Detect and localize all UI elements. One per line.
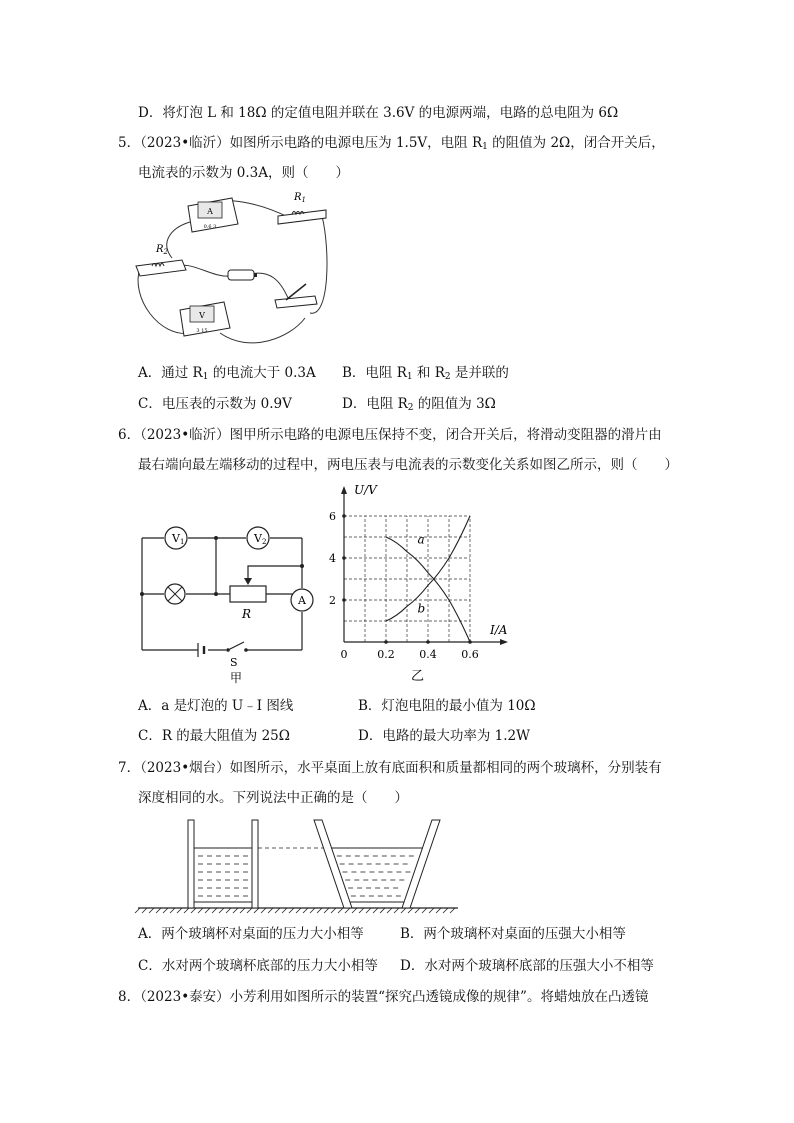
q5-option-a: A．通过 $R_1$ 的电流大于 0.3A	[138, 365, 316, 382]
q5-stem-line2: 电流表的示数为 0.3A，则（ ）	[138, 165, 350, 181]
series-label-b: b	[417, 601, 426, 616]
y-axis-arrow	[341, 486, 347, 494]
r1-resistor	[278, 192, 326, 224]
graph-caption: 乙	[410, 669, 425, 684]
v2-label: V2	[254, 532, 267, 546]
x-axis-arrow	[500, 639, 508, 645]
v1-label: V1	[172, 532, 185, 546]
ammeter-label: A	[298, 594, 306, 607]
q6-option-a: A．a 是灯泡的 U﹣I 图线	[138, 698, 294, 714]
q7-option-a: A．两个玻璃杯对桌面的压力大小相等	[138, 926, 364, 942]
tapered-glass	[314, 820, 440, 908]
voltmeter-device	[180, 302, 230, 336]
voltmeter-scale: 3 15	[196, 328, 208, 334]
wire	[220, 318, 305, 343]
y-tick-dot	[342, 556, 346, 560]
q6-stem-line2: 最右端向最左端移动的过程中，两电压表与电流表的示数变化关系如图乙所示，则（ ）	[138, 457, 678, 473]
ammeter-scale: 0.6 3	[203, 224, 217, 230]
x-tick-label: 0	[340, 648, 348, 661]
x-tick-dot	[384, 640, 388, 644]
y-tick-dot	[342, 514, 346, 518]
q4-option-d: D．将灯泡 L 和 18Ω 的定值电阻并联在 3.6V 的电源两端，电路的总电阻为 6Ω	[138, 105, 619, 121]
y-axis-label: U/V	[354, 483, 377, 497]
q5-stem-line1: 5．（2023•临沂）如图所示电路的电源电压为 1.5V，电阻 $R_1$ 的阻值为 2Ω，闭合开关后，	[118, 135, 665, 152]
q6-option-b: B．灯泡电阻的最小值为 10Ω	[358, 698, 536, 714]
q5-option-d: D．电阻 $R_2$ 的阻值为 3Ω	[342, 396, 496, 413]
x-tick-label: 0.6	[461, 648, 479, 661]
r1-label: $R_1$	[294, 192, 306, 204]
q5-option-c: C．电压表的示数为 0.9V	[138, 396, 292, 412]
wire	[167, 222, 190, 258]
ammeter-symbol: A	[207, 207, 213, 216]
y-tick-label: 4	[329, 552, 336, 565]
r2-label: $R_2$	[156, 244, 168, 256]
y-tick-dot	[342, 598, 346, 602]
rheostat	[230, 586, 266, 602]
circuit-caption: 甲	[230, 671, 243, 685]
q7-glasses-figure	[138, 814, 458, 914]
ammeter-device	[188, 198, 238, 232]
y-tick-label: 2	[329, 594, 336, 607]
q6-stem-line1: 6．（2023•临沂）图甲所示电路的电源电压保持不变，闭合开关后，将滑动变阻器的滑片由	[118, 427, 662, 443]
cylinder-glass	[188, 820, 258, 908]
q7-option-d: D．水对两个玻璃杯底部的压强大小不相等	[400, 958, 654, 974]
q7-stem-line1: 7．（2023•烟台）如图所示，水平桌面上放有底面积和质量都相同的两个玻璃杯，分别装有	[118, 760, 662, 776]
rheostat-label: R	[242, 607, 252, 621]
q6-option-c: C．R 的最大阻值为 25Ω	[138, 728, 290, 744]
q5-option-b: B．电阻 $R_1$ 和 $R_2$ 是并联的	[342, 365, 509, 382]
q6-option-d: D．电路的最大功率为 1.2W	[358, 728, 530, 744]
x-axis-label: I/A	[490, 623, 508, 637]
x-tick-label: 0.4	[419, 648, 437, 661]
y-tick-label: 6	[329, 510, 336, 523]
q8-stem-line1: 8．（2023•泰安）小芳利用如图所示的装置“探究凸透镜成像的规律”。将蜡烛放在凸透镜	[118, 989, 649, 1005]
x-tick-label: 0.2	[377, 648, 395, 661]
q7-option-b: B．两个玻璃杯对桌面的压强大小相等	[400, 926, 626, 942]
q7-option-c: C．水对两个玻璃杯底部的压力大小相等	[138, 958, 378, 974]
r2-resistor	[136, 244, 186, 276]
battery	[228, 270, 257, 280]
voltmeter-symbol: V	[199, 311, 205, 320]
q5-circuit-figure	[130, 188, 330, 354]
x-tick-dot	[426, 640, 430, 644]
table-hatch	[135, 908, 455, 913]
switch	[275, 284, 317, 308]
series-label-a: a	[417, 532, 425, 547]
switch-label: S	[230, 656, 238, 669]
q6-ui-graph	[330, 478, 520, 688]
q6-circuit-diagram	[138, 522, 318, 684]
q7-stem-line2: 深度相同的水。下列说法中正确的是（ ）	[138, 790, 408, 806]
